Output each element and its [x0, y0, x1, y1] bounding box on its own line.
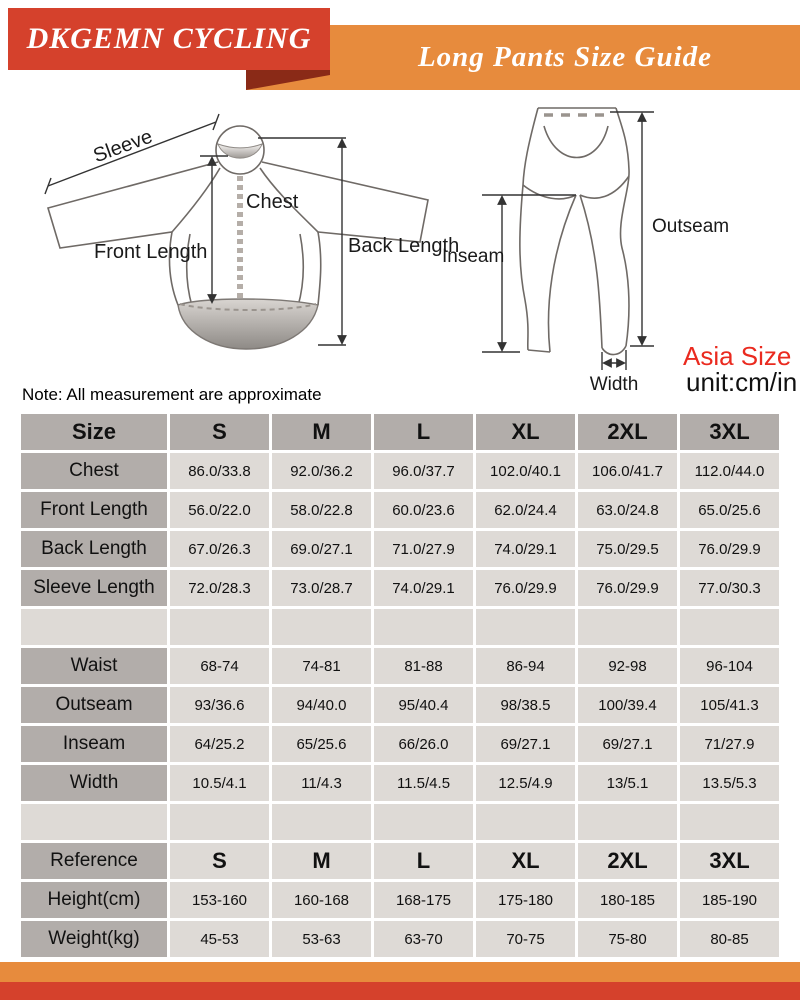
table-row	[21, 570, 779, 606]
value-cell: 69/27.1	[578, 726, 677, 762]
reference-size-cell: M	[272, 843, 371, 879]
value-cell: 69.0/27.1	[272, 531, 371, 567]
pants-width-label: Width	[589, 374, 639, 395]
pants-inseam-label: Inseam	[442, 246, 505, 267]
spacer-cell	[578, 804, 677, 840]
value-cell: 175-180	[476, 882, 575, 918]
row-label-cell: Outseam	[21, 687, 167, 723]
value-cell: 106.0/41.7	[578, 453, 677, 489]
value-cell: 64/25.2	[170, 726, 269, 762]
value-cell: 74.0/29.1	[476, 531, 575, 567]
value-cell: 65.0/25.6	[680, 492, 779, 528]
value-cell: 66/26.0	[374, 726, 473, 762]
reference-size-cell: L	[374, 843, 473, 879]
value-cell: 112.0/44.0	[680, 453, 779, 489]
spacer-cell	[476, 609, 575, 645]
spacer-cell	[21, 804, 167, 840]
value-cell: 73.0/28.7	[272, 570, 371, 606]
spacer-cell	[170, 804, 269, 840]
table-row	[21, 726, 779, 762]
row-label-cell: Height(cm)	[21, 882, 167, 918]
jersey-chest-label: Chest	[246, 191, 299, 213]
value-cell: 58.0/22.8	[272, 492, 371, 528]
value-cell: 13/5.1	[578, 765, 677, 801]
value-cell: 72.0/28.3	[170, 570, 269, 606]
value-cell: 105/41.3	[680, 687, 779, 723]
reference-size-cell: 2XL	[578, 843, 677, 879]
footer-red-bar	[0, 982, 800, 1000]
value-cell: 63.0/24.8	[578, 492, 677, 528]
asia-size-label: Asia Size	[683, 341, 792, 371]
value-cell: 86.0/33.8	[170, 453, 269, 489]
table-row	[21, 414, 779, 450]
pants-outline	[520, 108, 629, 355]
table-row	[21, 765, 779, 801]
value-cell: 74-81	[272, 648, 371, 684]
row-label-cell: Reference	[21, 843, 167, 879]
value-cell: 68-74	[170, 648, 269, 684]
title-ribbon	[330, 25, 800, 90]
reference-size-cell: S	[170, 843, 269, 879]
table-row	[21, 492, 779, 528]
value-cell: 53-63	[272, 921, 371, 957]
jersey-back-length-label: Back Length	[348, 235, 460, 257]
jersey-sleeve-label: Sleeve	[90, 125, 156, 168]
note-text: Note: All measurement are approximate	[22, 385, 322, 404]
spacer-row	[21, 609, 779, 645]
value-cell: 96-104	[680, 648, 779, 684]
spacer-cell	[21, 609, 167, 645]
value-cell: 13.5/5.3	[680, 765, 779, 801]
value-cell: 76.0/29.9	[476, 570, 575, 606]
value-cell: 74.0/29.1	[374, 570, 473, 606]
table-row	[21, 687, 779, 723]
value-cell: 71.0/27.9	[374, 531, 473, 567]
value-cell: 76.0/29.9	[680, 531, 779, 567]
value-cell: 71/27.9	[680, 726, 779, 762]
value-cell: 100/39.4	[578, 687, 677, 723]
size-table-body	[21, 414, 779, 957]
value-cell: 75.0/29.5	[578, 531, 677, 567]
value-cell: 67.0/26.3	[170, 531, 269, 567]
value-cell: 56.0/22.0	[170, 492, 269, 528]
spacer-cell	[272, 609, 371, 645]
spacer-cell	[680, 609, 779, 645]
value-cell: 70-75	[476, 921, 575, 957]
size-table	[18, 411, 782, 960]
row-label-cell: Chest	[21, 453, 167, 489]
jersey-front-length-label: Front Length	[94, 241, 208, 263]
unit-label: unit:cm/in	[686, 367, 798, 397]
footer-orange-bar	[0, 962, 800, 982]
table-row	[21, 453, 779, 489]
value-cell: 96.0/37.7	[374, 453, 473, 489]
value-cell: 69/27.1	[476, 726, 575, 762]
value-cell: 80-85	[680, 921, 779, 957]
value-cell: 63-70	[374, 921, 473, 957]
table-row	[21, 882, 779, 918]
size-header-cell: L	[374, 414, 473, 450]
value-cell: 75-80	[578, 921, 677, 957]
spacer-cell	[374, 804, 473, 840]
value-cell: 12.5/4.9	[476, 765, 575, 801]
size-table-wrap	[18, 411, 782, 960]
value-cell: 10.5/4.1	[170, 765, 269, 801]
table-row	[21, 648, 779, 684]
value-cell: 92.0/36.2	[272, 453, 371, 489]
spacer-cell	[374, 609, 473, 645]
value-cell: 77.0/30.3	[680, 570, 779, 606]
row-label-cell: Front Length	[21, 492, 167, 528]
row-label-cell: Weight(kg)	[21, 921, 167, 957]
row-label-cell: Waist	[21, 648, 167, 684]
value-cell: 180-185	[578, 882, 677, 918]
value-cell: 11.5/4.5	[374, 765, 473, 801]
value-cell: 45-53	[170, 921, 269, 957]
spacer-cell	[170, 609, 269, 645]
value-cell: 76.0/29.9	[578, 570, 677, 606]
brand-name: DKGEMN CYCLING	[26, 22, 312, 55]
reference-size-cell: XL	[476, 843, 575, 879]
spacer-cell	[272, 804, 371, 840]
reference-size-cell: 3XL	[680, 843, 779, 879]
value-cell: 11/4.3	[272, 765, 371, 801]
value-cell: 95/40.4	[374, 687, 473, 723]
pants-outseam-label: Outseam	[652, 216, 730, 237]
ribbon-fold	[246, 70, 330, 90]
table-row	[21, 921, 779, 957]
value-cell: 62.0/24.4	[476, 492, 575, 528]
value-cell: 168-175	[374, 882, 473, 918]
value-cell: 102.0/40.1	[476, 453, 575, 489]
value-cell: 60.0/23.6	[374, 492, 473, 528]
value-cell: 81-88	[374, 648, 473, 684]
value-cell: 160-168	[272, 882, 371, 918]
size-header-cell: XL	[476, 414, 575, 450]
size-header-label-cell: Size	[21, 414, 167, 450]
row-label-cell: Width	[21, 765, 167, 801]
row-label-cell: Back Length	[21, 531, 167, 567]
value-cell: 92-98	[578, 648, 677, 684]
size-header-cell: 3XL	[680, 414, 779, 450]
table-row	[21, 531, 779, 567]
size-header-cell: M	[272, 414, 371, 450]
page-title: Long Pants Size Guide	[417, 41, 713, 73]
spacer-cell	[476, 804, 575, 840]
size-header-cell: 2XL	[578, 414, 677, 450]
size-header-cell: S	[170, 414, 269, 450]
brand-ribbon	[8, 8, 330, 70]
value-cell: 185-190	[680, 882, 779, 918]
row-label-cell: Inseam	[21, 726, 167, 762]
table-row	[21, 843, 779, 879]
value-cell: 93/36.6	[170, 687, 269, 723]
value-cell: 65/25.6	[272, 726, 371, 762]
spacer-row	[21, 804, 779, 840]
row-label-cell: Sleeve Length	[21, 570, 167, 606]
value-cell: 86-94	[476, 648, 575, 684]
spacer-cell	[578, 609, 677, 645]
value-cell: 98/38.5	[476, 687, 575, 723]
value-cell: 94/40.0	[272, 687, 371, 723]
value-cell: 153-160	[170, 882, 269, 918]
jersey-diagram	[20, 100, 460, 380]
spacer-cell	[680, 804, 779, 840]
